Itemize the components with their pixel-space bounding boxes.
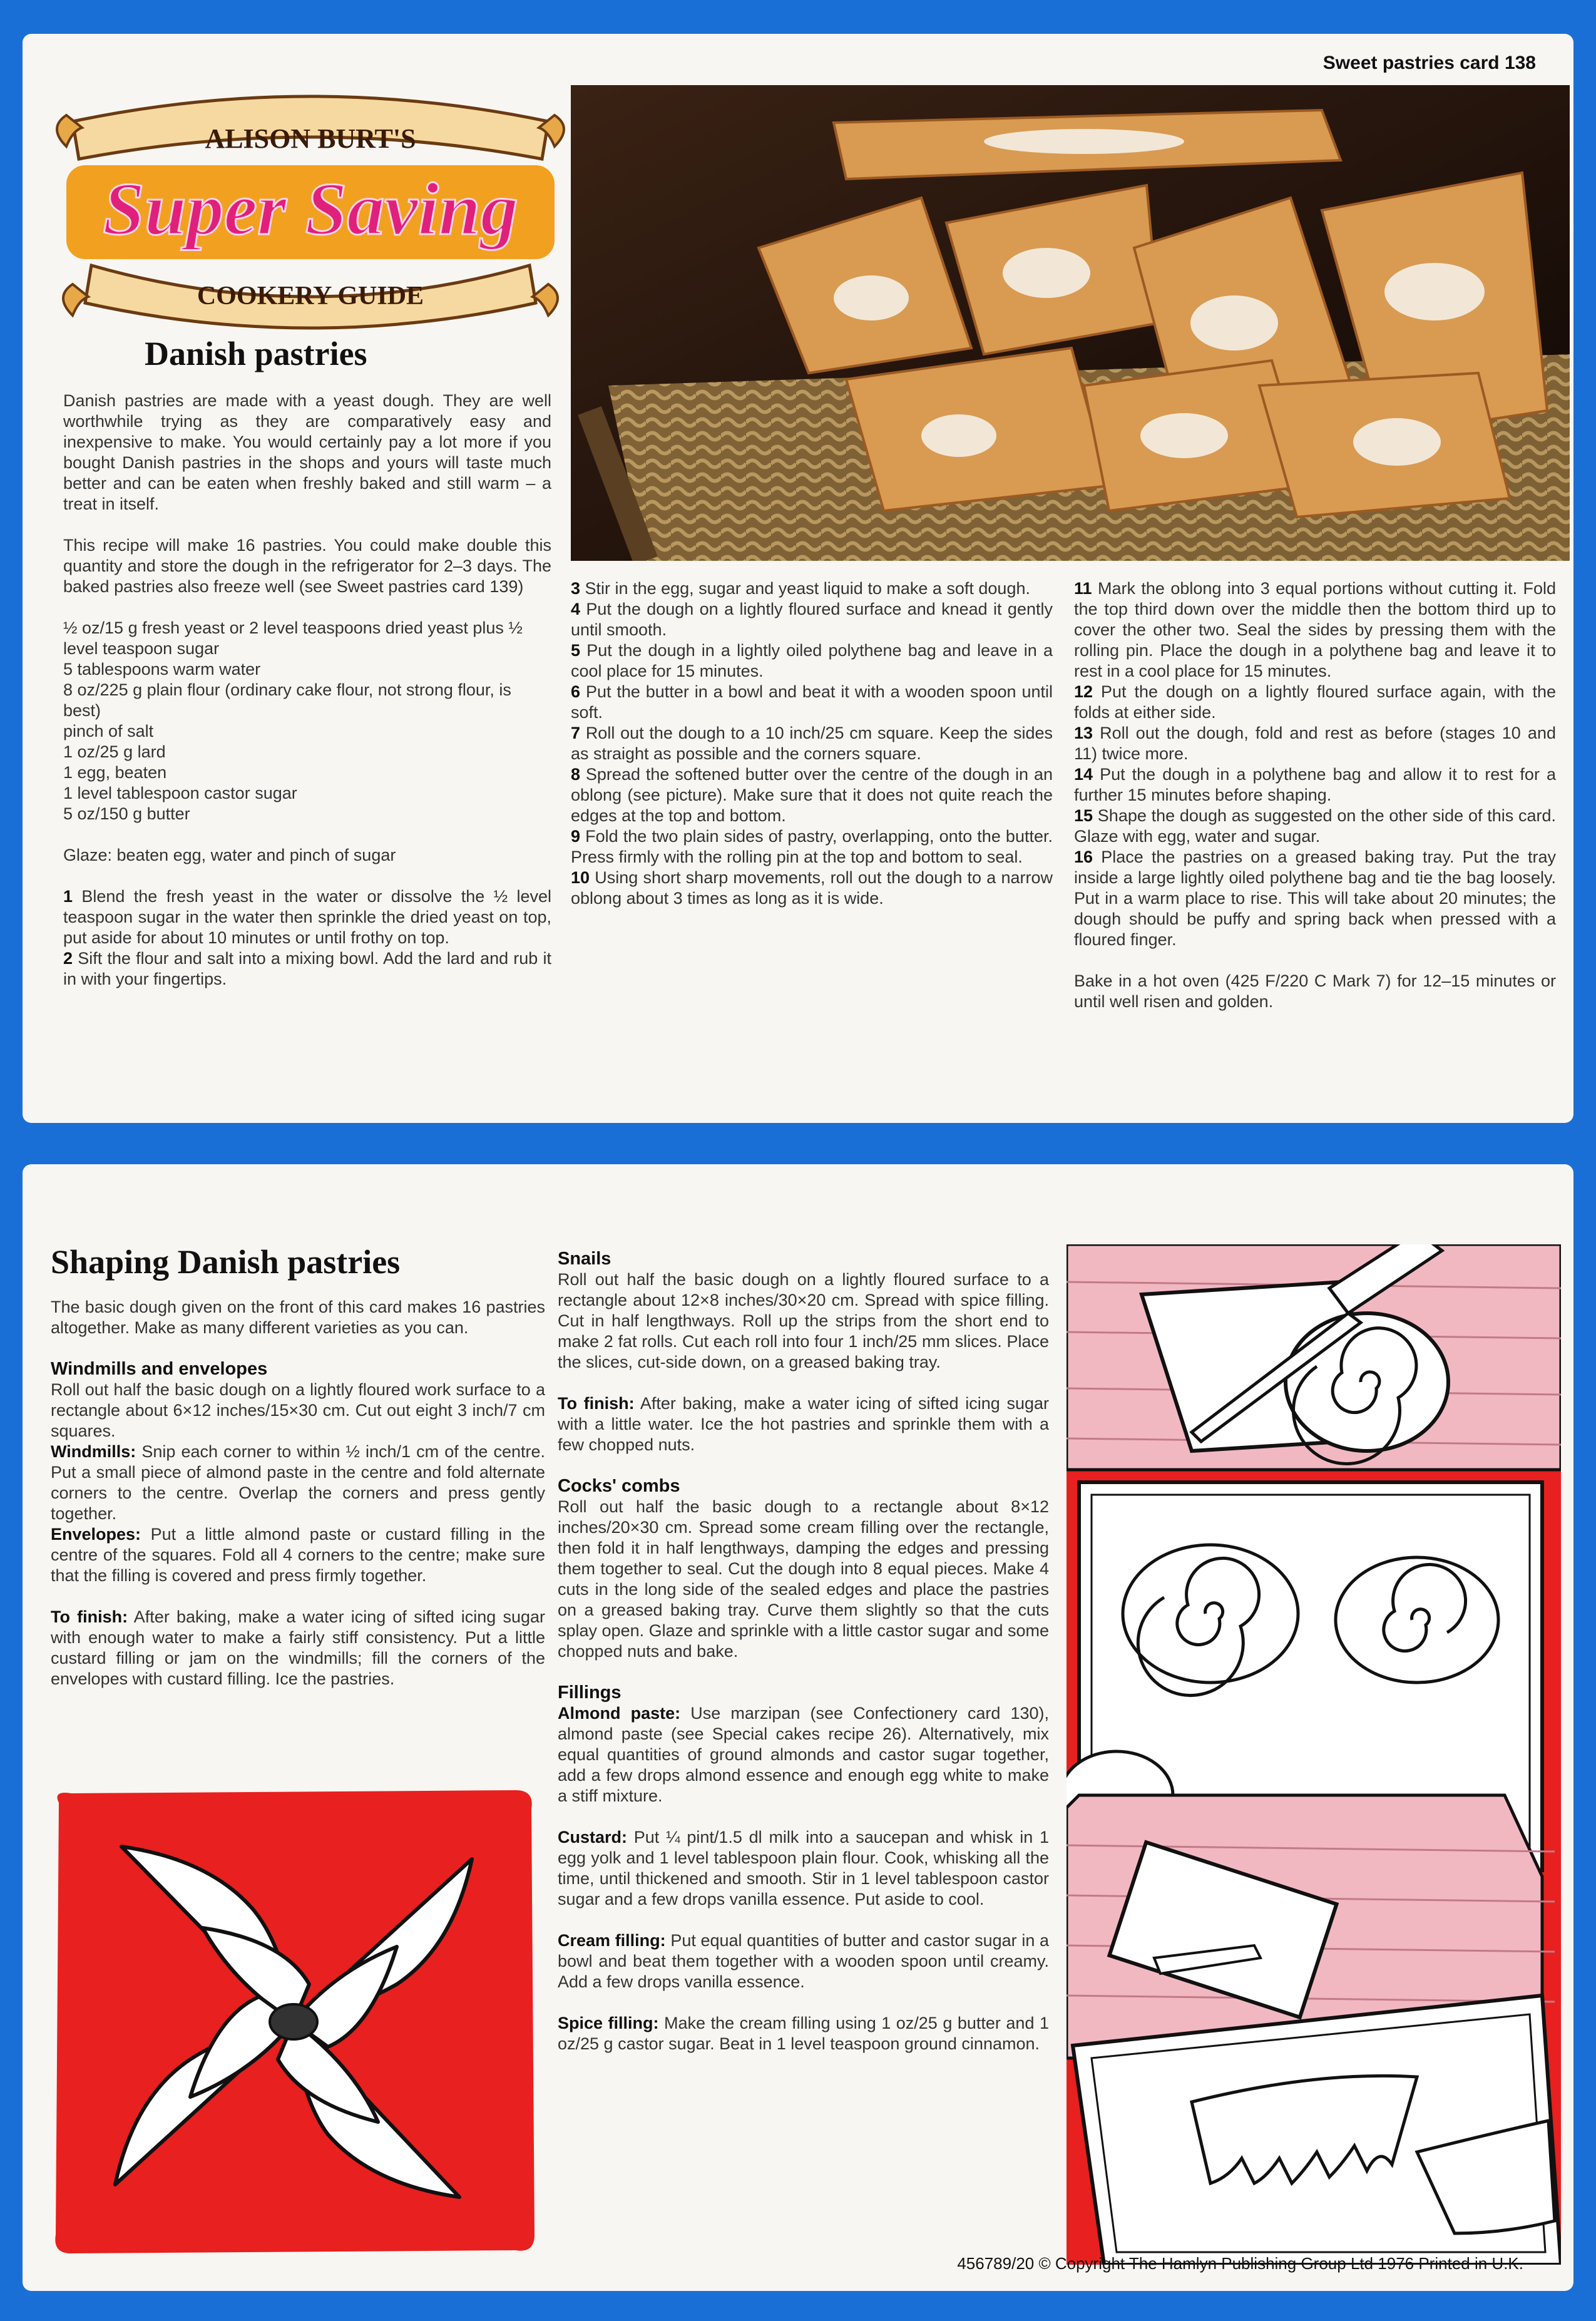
steps-column-right — [1074, 578, 1556, 1012]
windmills-column — [51, 1297, 545, 1689]
ingredient-item: 5 oz/150 g butter — [63, 804, 190, 823]
cocks-combs-heading: Cocks' combs — [558, 1476, 680, 1496]
windmills-intro: Roll out half the basic dough on a lightly floured work surface to a rectangle about 6×12 inches/15×30 cm. Cut out eight 3 inch/7 cm squares. — [51, 1380, 545, 1440]
glaze-note: Glaze: beaten egg, water and pinch of sugar — [63, 846, 396, 864]
envelopes-paragraph: Envelopes: Put a little almond paste or custard filling in the centre of the squares. Fold all 4 corners to the centre; make sure that the filling is covered and press firmly together. — [51, 1525, 545, 1585]
spice-filling-paragraph: Spice filling: Make the cream filling using 1 oz/25 g butter and 1 oz/25 g castor sugar. Beat in 1 level teaspoon ground cinnamon. — [558, 2014, 1049, 2053]
ingredient-item: 1 level tablespoon castor sugar — [63, 784, 297, 802]
step-item: 13 Roll out the dough, fold and rest as before (stages 10 and 11) twice more. — [1074, 724, 1556, 763]
step-item: 4 Put the dough on a lightly floured surface and knead it gently until smooth. — [571, 600, 1053, 639]
ingredient-item: 1 oz/25 g lard — [63, 742, 166, 761]
cream-filling-paragraph: Cream filling: Put equal quantities of butter and castor sugar in a bowl and beat them together with a wooden spoon until creamy. Add a few drops vanilla essence. — [558, 1931, 1049, 1991]
windmills-heading: Windmills and envelopes — [51, 1359, 268, 1379]
step-item: 15 Shape the dough as suggested on the other side of this card. Glaze with egg, water and sugar. — [1074, 806, 1556, 846]
ingredient-item: ½ oz/15 g fresh yeast or 2 level teaspoons dried yeast plus ½ level teaspoon sugar — [63, 618, 523, 658]
finish-paragraph: To finish: After baking, make a water icing of sifted icing sugar with enough water to make a fairly stiff consistency. Put a little custard filling or jam on the windmills; fill the corners of the envelopes with custard filling. Ice the pastries. — [51, 1607, 545, 1688]
ingredient-item: 5 tablespoons warm water — [63, 660, 261, 679]
custard-paragraph: Custard: Put ¼ pint/1.5 dl milk into a saucepan and whisk in 1 egg yolk and 1 level tablespoon plain flour. Cook, whisking all the time, until thickened and smooth. Stir in 1 level tablespoon castor sugar and a few drops vanilla essence. Put aside to cool. — [558, 1828, 1049, 1909]
back-title: Shaping Danish pastries — [51, 1243, 401, 1281]
step-item: 3 Stir in the egg, sugar and yeast liquid to make a soft dough. — [571, 579, 1030, 598]
recipe-card-back — [23, 1164, 1573, 2291]
snails-heading: Snails — [558, 1249, 611, 1269]
card-reference: Sweet pastries card 138 — [1322, 53, 1536, 73]
ingredient-item: 8 oz/225 g plain flour (ordinary cake flour, not strong flour, is best) — [63, 680, 511, 720]
logo-line-2: Super Saving — [103, 167, 518, 250]
finish-paragraph: To finish: After baking, make a water icing of sifted icing sugar with a little water. Ice the hot pastries and sprinkle them with a few chopped nuts. — [558, 1394, 1049, 1454]
windmills-paragraph: Windmills: Snip each corner to within ½ inch/1 cm of the centre. Put a small piece of almond paste in the centre and fold alternate corners to the centre. Overlap the corners and press gently together. — [51, 1442, 545, 1523]
step-item: 5 Put the dough in a lightly oiled polythene bag and leave in a cool place for 15 minutes. — [571, 641, 1053, 680]
fillings-heading: Fillings — [558, 1683, 622, 1703]
copyright-footer: 456789/20 © Copyright The Hamlyn Publishing Group Ltd 1976 Printed in U.K. — [957, 2254, 1523, 2273]
step-item: 6 Put the butter in a bowl and beat it with a wooden spoon until soft. — [571, 682, 1053, 722]
windmill-pastry-illustration — [46, 1784, 541, 2260]
step-item: 2 Sift the flour and salt into a mixing bowl. Add the lard and rub it in with your fingertips. — [63, 949, 551, 988]
page-title: Danish pastries — [145, 335, 367, 372]
step-item: 9 Fold the two plain sides of pastry, overlapping, onto the butter. Press firmly with the rolling pin at the top and bottom to seal. — [571, 827, 1053, 866]
ingredient-item: pinch of salt — [63, 722, 154, 740]
step-item: 16 Place the pastries on a greased baking tray. Put the tray inside a large lightly oiled polythene bag and tie the bag loosely. Put in a warm place to rise. This will take about 20 minutes; the dough should be puffy and spring back when pressed with a floured finger. — [1074, 848, 1556, 949]
step-item: 7 Roll out the dough to a 10 inch/25 cm square. Keep the sides as straight as possible and the corners square. — [571, 724, 1053, 763]
bake-instruction: Bake in a hot oven (425 F/220 C Mark 7) for 12–15 minutes or until well risen and golden. — [1074, 971, 1556, 1011]
cookery-guide-logo — [48, 78, 573, 341]
snails-and-fillings-column — [558, 1249, 1049, 2054]
ingredients-list — [63, 618, 551, 824]
snails-paragraph: Roll out half the basic dough on a lightly floured surface to a rectangle about 12×8 inches/30×20 cm. Spread with spice filling. Cut in half lengthways. Roll up the strips from the short end to make 2 fat rolls. Cut each roll into four 1 inch/25 mm slices. Place the slices, cut-side down, on a greased baking tray. — [558, 1270, 1049, 1371]
danish-pastries-photo — [571, 85, 1570, 561]
step-item: 12 Put the dough on a lightly floured surface again, with the folds at either side. — [1074, 682, 1556, 722]
cocks-combs-paragraph: Roll out half the basic dough to a rectangle about 8×12 inches/20×30 cm. Spread some cream filling over the rectangle, then fold it in half lengthways, damping the edges and pressing them together to seal. Cut the dough into 8 equal pieces. Make 4 cuts in the long side of the sealed edges and place the pastries on a greased baking tray. Curve them slightly so that the cuts splay open. Glaze and sprinkle with a little castor sugar and some chopped nuts and bake. — [558, 1497, 1049, 1661]
ingredient-item: 1 egg, beaten — [63, 763, 167, 782]
step-item: 11 Mark the oblong into 3 equal portions without cutting it. Fold the top third down over the middle then the bottom third up to cover the other two. Seal the sides by pressing them with the rolling pin. Place the dough in a polythene bag and leave it to rest in a cool place for 15 minutes. — [1074, 579, 1556, 680]
step-item: 8 Spread the softened butter over the centre of the dough in an oblong (see picture). Make sure that it does not quite reach the edges at the top and bottom. — [571, 765, 1053, 825]
intro-paragraph: Danish pastries are made with a yeast dough. They are well worthwhile trying as they are comparatively easy and inexpensive to make. You would certainly pay a lot more if you bought Danish pastries in the shops and yours will taste much better and can be eaten when freshly baked and still warm – a treat in itself. — [63, 391, 551, 513]
step-item: 1 Blend the fresh yeast in the water or dissolve the ½ level teaspoon sugar in the water then sprinkle the dried yeast on top, put aside for about 10 minutes or until frothy on top. — [63, 887, 551, 947]
step-item: 14 Put the dough in a polythene bag and allow it to rest for a further 15 minutes before shaping. — [1074, 765, 1556, 804]
makes-paragraph: This recipe will make 16 pastries. You could make double this quantity and store the dough in the refrigerator for 2–3 days. The baked pastries also freeze well (see Sweet pastries card 139) — [63, 536, 551, 596]
logo-line-1: ALISON BURT'S — [205, 123, 416, 154]
almond-paste-paragraph: Almond paste: Use marzipan (see Confectionery card 130), almond paste (see Special cakes recipe 26). Alternatively, mix equal quantities of ground almonds and castor sugar together, add a few drops almond essence and enough egg white to make a stiff mixture. — [558, 1704, 1049, 1805]
intro-column — [63, 391, 551, 990]
logo-line-3: COOKERY GUIDE — [197, 282, 424, 310]
steps-column-middle — [571, 578, 1053, 909]
step-item: 10 Using short sharp movements, roll out the dough to a narrow oblong about 3 times as long as it is wide. — [571, 868, 1053, 908]
back-intro: The basic dough given on the front of this card makes 16 pastries altogether. Make as many different varieties as you can. — [51, 1298, 545, 1337]
snails-cocks-combs-illustration — [1067, 1244, 1561, 2265]
recipe-card-front — [23, 34, 1573, 1123]
